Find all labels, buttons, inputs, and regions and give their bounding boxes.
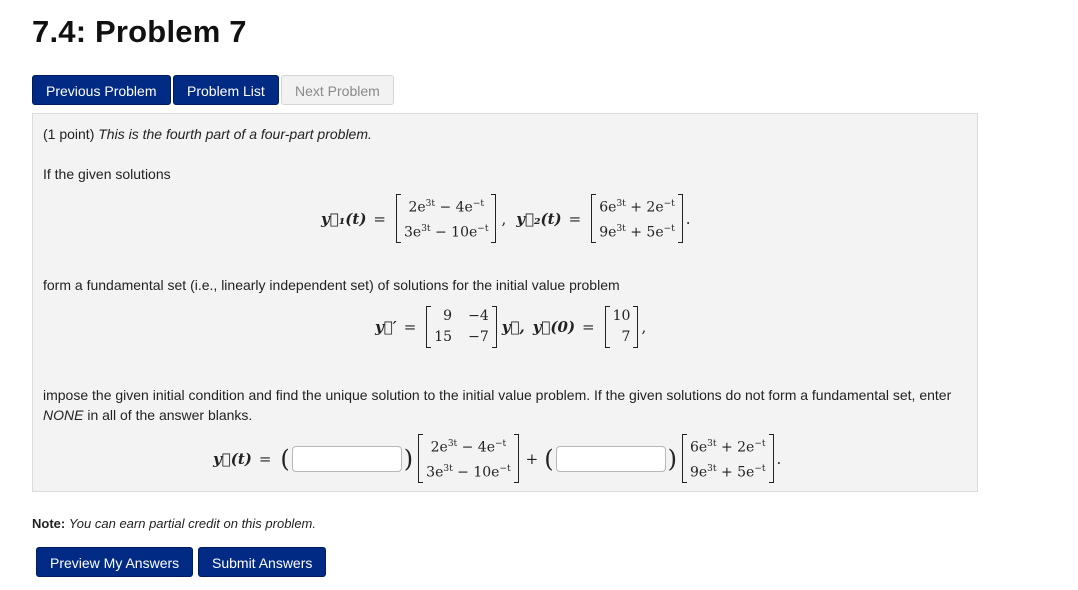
submit-answers-button[interactable]: Submit Answers bbox=[198, 547, 326, 577]
problem-body bbox=[32, 113, 978, 492]
ode-math: y⃗′ = 9 −4 15 −7 y⃗, y⃗(0) = 10 7 , bbox=[375, 306, 646, 348]
y2-vector: $6e^{3t} + 2e^{-t}$ $9e^{3t} + 5e^{-t}$ bbox=[591, 194, 683, 243]
answer-input-1[interactable] bbox=[292, 446, 402, 472]
y1-vector: $2e^{3t} - 4e^{-t}$ $3e^{3t} - 10e^{-t}$ bbox=[396, 194, 496, 243]
ode-lhs: y⃗′ bbox=[375, 318, 397, 336]
impose-text-line1: impose the given initial condition and find the unique solution to the initial value problem. If the given solutions do not form a fundamental set, enter bbox=[43, 387, 952, 403]
given-solutions-math: y⃗₁(t) = $2e^{3t} - 4e^{-t}$ $3e^{3t} - 10e^{-t}$ , y⃗₂(t) = $6e^{3t} + 2e^{-t}$ $9e^{3t} + 5e^{-t}$ . bbox=[321, 194, 691, 243]
y1-label: y⃗₁(t) bbox=[321, 209, 367, 228]
partial-credit-note bbox=[32, 516, 316, 531]
solution-math: y⃗(t) = ( ) $2e^{3t} - 4e^{-t}$ $3e^{3t} - 10e^{-t}$ + ( ) $6e^{3t} + 2e^{-t}$ $9e^{3t} + 5e^{-t}$ . bbox=[213, 434, 781, 483]
coefficient-matrix: 9 −4 15 −7 bbox=[426, 306, 496, 348]
points-label: (1 point) bbox=[43, 126, 95, 142]
note-text: You can earn partial credit on this problem. bbox=[68, 516, 316, 531]
given-text: If the given solutions bbox=[43, 166, 171, 182]
previous-problem-button[interactable]: Previous Problem bbox=[32, 75, 171, 105]
none-keyword: NONE bbox=[43, 407, 84, 423]
problem-intro bbox=[43, 126, 372, 142]
solution-label: y⃗(t) bbox=[213, 449, 252, 468]
ic-label: y⃗(0) bbox=[532, 318, 576, 336]
solution-y1-vector: $2e^{3t} - 4e^{-t}$ $3e^{3t} - 10e^{-t}$ bbox=[418, 434, 518, 483]
y2-label: y⃗₂(t) bbox=[516, 209, 562, 228]
form-text: form a fundamental set (i.e., linearly independent set) of solutions for the initial value problem bbox=[43, 277, 620, 293]
answer-input-2[interactable] bbox=[556, 446, 666, 472]
page-title: 7.4: Problem 7 bbox=[32, 14, 247, 49]
note-label: Note: bbox=[32, 516, 66, 531]
intro-text: This is the fourth part of a four-part problem. bbox=[98, 126, 372, 142]
problem-list-button[interactable]: Problem List bbox=[173, 75, 279, 105]
next-problem-button: Next Problem bbox=[281, 75, 394, 105]
solution-y2-vector: $6e^{3t} + 2e^{-t}$ $9e^{3t} + 5e^{-t}$ bbox=[682, 434, 774, 483]
ode-var: y⃗, bbox=[501, 318, 525, 336]
initial-condition-vector: 10 7 bbox=[605, 306, 639, 348]
preview-answers-button[interactable]: Preview My Answers bbox=[36, 547, 193, 577]
impose-text-line2: NONE in all of the answer blanks. bbox=[43, 407, 253, 423]
